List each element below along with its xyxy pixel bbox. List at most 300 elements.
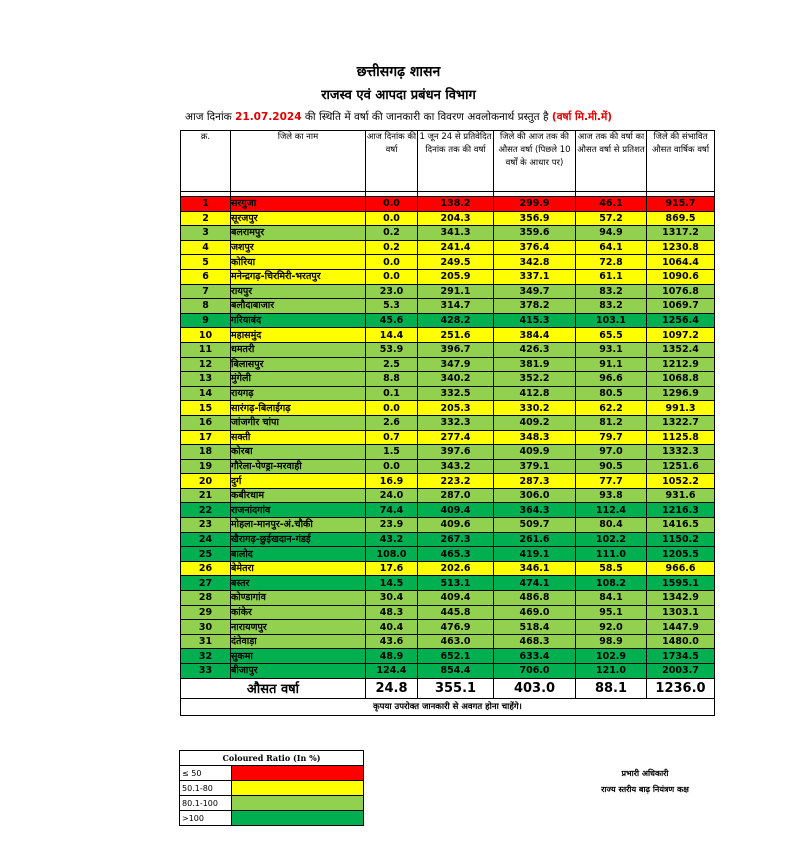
table-row (181, 620, 715, 635)
cell-district-name: कोरिया (231, 255, 366, 270)
cell-percentage: 72.8 (576, 255, 647, 270)
cell-today-rainfall: 0.2 (366, 226, 418, 241)
cell-district-name: गरियाबंद (231, 313, 366, 328)
cell-district-name: खैरागढ़-छुईखदान-गंडई (231, 532, 366, 547)
cell-serial: 11 (181, 342, 231, 357)
cell-average-to-date: 346.1 (494, 561, 576, 576)
col-header-since-june: 1 जून 24 से प्रतिवेदित दिनांक तक की वर्षा (418, 131, 494, 192)
cell-average-to-date: 381.9 (494, 357, 576, 372)
signature-block (575, 766, 715, 798)
cell-today-rainfall: 2.5 (366, 357, 418, 372)
cell-average-to-date: 409.2 (494, 415, 576, 430)
cell-district-name: जांजगीर चांपा (231, 415, 366, 430)
cell-annual-average: 1090.6 (647, 269, 715, 284)
cell-serial: 4 (181, 240, 231, 255)
cell-today-rainfall: 0.0 (366, 269, 418, 284)
cell-district-name: जशपुर (231, 240, 366, 255)
legend-title: Coloured Ratio (In %) (180, 751, 364, 766)
cell-since-june: 332.5 (418, 386, 494, 401)
cell-district-name: बीजापुर (231, 664, 366, 679)
cell-district-name: नारायणपुर (231, 620, 366, 635)
cell-today-rainfall: 14.4 (366, 328, 418, 343)
cell-serial: 31 (181, 634, 231, 649)
cell-serial: 32 (181, 649, 231, 664)
cell-annual-average: 1352.4 (647, 342, 715, 357)
cell-annual-average: 915.7 (647, 197, 715, 212)
cell-since-june: 138.2 (418, 197, 494, 212)
cell-today-rainfall: 0.0 (366, 459, 418, 474)
cell-since-june: 476.9 (418, 620, 494, 635)
cell-district-name: बेमेतरा (231, 561, 366, 576)
cell-percentage: 81.2 (576, 415, 647, 430)
color-legend (179, 750, 364, 826)
cell-serial: 33 (181, 664, 231, 679)
cell-average-to-date: 287.3 (494, 474, 576, 489)
cell-average-to-date: 509.7 (494, 518, 576, 533)
cell-serial: 22 (181, 503, 231, 518)
col-header-percentage: आज तक की वर्षा का औसत वर्षा से प्रतिशत (576, 131, 647, 192)
cell-average-to-date: 349.7 (494, 284, 576, 299)
cell-district-name: बिलासपुर (231, 357, 366, 372)
table-row (181, 197, 715, 212)
table-row (181, 532, 715, 547)
cell-since-june: 396.7 (418, 342, 494, 357)
cell-since-june: 341.3 (418, 226, 494, 241)
cell-average-to-date: 356.9 (494, 211, 576, 226)
legend-swatch-green (232, 811, 364, 826)
cell-serial: 1 (181, 197, 231, 212)
cell-percentage: 90.5 (576, 459, 647, 474)
cell-today-rainfall: 43.2 (366, 532, 418, 547)
cell-today-rainfall: 30.4 (366, 591, 418, 606)
table-header-row (181, 131, 715, 192)
cell-serial: 7 (181, 284, 231, 299)
cell-since-june: 241.4 (418, 240, 494, 255)
cell-since-june: 332.3 (418, 415, 494, 430)
cell-annual-average: 1416.5 (647, 518, 715, 533)
cell-today-rainfall: 1.5 (366, 445, 418, 460)
cell-today-rainfall: 74.4 (366, 503, 418, 518)
cell-district-name: दुर्ग (231, 474, 366, 489)
cell-annual-average: 1322.7 (647, 415, 715, 430)
cell-average-to-date: 342.8 (494, 255, 576, 270)
table-row (181, 488, 715, 503)
legend-swatch-yellow (232, 781, 364, 796)
cell-since-june: 251.6 (418, 328, 494, 343)
average-percentage: 88.1 (576, 678, 647, 698)
cell-district-name: मोहला-मानपुर-अं.चौकी (231, 518, 366, 533)
rainfall-table (180, 130, 715, 716)
cell-serial: 30 (181, 620, 231, 635)
cell-percentage: 108.2 (576, 576, 647, 591)
cell-since-june: 223.2 (418, 474, 494, 489)
cell-average-to-date: 378.2 (494, 299, 576, 314)
cell-today-rainfall: 53.9 (366, 342, 418, 357)
cell-average-to-date: 633.4 (494, 649, 576, 664)
table-row (181, 561, 715, 576)
cell-since-june: 428.2 (418, 313, 494, 328)
table-row (181, 284, 715, 299)
cell-percentage: 92.0 (576, 620, 647, 635)
cell-annual-average: 1068.8 (647, 372, 715, 387)
cell-today-rainfall: 16.9 (366, 474, 418, 489)
cell-percentage: 97.0 (576, 445, 647, 460)
note-text: कृपया उपरोक्त जानकारी से अवगत होना चाहेंगे। (181, 698, 715, 715)
table-row (181, 226, 715, 241)
cell-serial: 25 (181, 547, 231, 562)
cell-percentage: 103.1 (576, 313, 647, 328)
cell-district-name: कोरबा (231, 445, 366, 460)
cell-serial: 3 (181, 226, 231, 241)
cell-percentage: 91.1 (576, 357, 647, 372)
cell-annual-average: 1480.0 (647, 634, 715, 649)
cell-annual-average: 1052.2 (647, 474, 715, 489)
cell-serial: 18 (181, 445, 231, 460)
cell-serial: 12 (181, 357, 231, 372)
cell-percentage: 65.5 (576, 328, 647, 343)
cell-district-name: गौरेला-पेण्ड्रा-मरवाही (231, 459, 366, 474)
cell-average-to-date: 364.3 (494, 503, 576, 518)
cell-district-name: सूरजपुर (231, 211, 366, 226)
cell-serial: 21 (181, 488, 231, 503)
cell-district-name: धमतरी (231, 342, 366, 357)
cell-today-rainfall: 23.0 (366, 284, 418, 299)
cell-average-to-date: 518.4 (494, 620, 576, 635)
table-row (181, 255, 715, 270)
cell-today-rainfall: 43.6 (366, 634, 418, 649)
cell-average-to-date: 348.3 (494, 430, 576, 445)
cell-annual-average: 966.6 (647, 561, 715, 576)
col-header-district: जिले का नाम (231, 131, 366, 192)
cell-since-june: 463.0 (418, 634, 494, 649)
report-description (0, 110, 797, 124)
average-annual: 1236.0 (647, 678, 715, 698)
cell-percentage: 79.7 (576, 430, 647, 445)
cell-annual-average: 1447.9 (647, 620, 715, 635)
table-body (181, 192, 715, 679)
cell-annual-average: 1205.5 (647, 547, 715, 562)
cell-district-name: कबीरधाम (231, 488, 366, 503)
cell-serial: 23 (181, 518, 231, 533)
cell-district-name: मनेन्द्रगढ़-चिरमिरी-भरतपुर (231, 269, 366, 284)
table-row (181, 503, 715, 518)
cell-percentage: 102.2 (576, 532, 647, 547)
cell-today-rainfall: 0.2 (366, 240, 418, 255)
cell-since-june: 340.2 (418, 372, 494, 387)
table-row (181, 357, 715, 372)
cell-percentage: 83.2 (576, 299, 647, 314)
cell-serial: 27 (181, 576, 231, 591)
government-title: छत्तीसगढ़ शासन (356, 64, 441, 80)
cell-annual-average: 1076.8 (647, 284, 715, 299)
cell-average-to-date: 412.8 (494, 386, 576, 401)
description-prefix: आज दिनांक (184, 111, 232, 123)
cell-average-to-date: 379.1 (494, 459, 576, 474)
cell-since-june: 445.8 (418, 605, 494, 620)
cell-today-rainfall: 8.8 (366, 372, 418, 387)
cell-average-to-date: 409.9 (494, 445, 576, 460)
cell-percentage: 98.9 (576, 634, 647, 649)
cell-district-name: महासमुंद (231, 328, 366, 343)
description-text: की स्थिति में वर्षा की जानकारी का विवरण अवलोकनार्थ प्रस्तुत है (304, 111, 549, 123)
cell-today-rainfall: 17.6 (366, 561, 418, 576)
cell-district-name: सारंगढ़-बिलाईगढ़ (231, 401, 366, 416)
col-header-annual-average: जिले की संभावित औसत वार्षिक वर्षा (647, 131, 715, 192)
cell-average-to-date: 261.6 (494, 532, 576, 547)
cell-since-june: 204.3 (418, 211, 494, 226)
cell-district-name: सुकमा (231, 649, 366, 664)
legend-label: ≤ 50 (180, 766, 232, 781)
cell-district-name: कांकेर (231, 605, 366, 620)
cell-percentage: 64.1 (576, 240, 647, 255)
cell-average-to-date: 359.6 (494, 226, 576, 241)
average-row (181, 678, 715, 698)
cell-today-rainfall: 2.6 (366, 415, 418, 430)
cell-since-june: 409.4 (418, 503, 494, 518)
cell-district-name: बस्तर (231, 576, 366, 591)
cell-annual-average: 1212.9 (647, 357, 715, 372)
legend-swatch-light-green (232, 796, 364, 811)
cell-annual-average: 1734.5 (647, 649, 715, 664)
cell-percentage: 111.0 (576, 547, 647, 562)
cell-annual-average: 2003.7 (647, 664, 715, 679)
table-row (181, 591, 715, 606)
cell-average-to-date: 415.3 (494, 313, 576, 328)
cell-since-june: 397.6 (418, 445, 494, 460)
cell-percentage: 83.2 (576, 284, 647, 299)
rainfall-unit: (वर्षा मि.मी.में) (551, 111, 613, 123)
cell-average-to-date: 376.4 (494, 240, 576, 255)
table-row (181, 401, 715, 416)
cell-average-to-date: 419.1 (494, 547, 576, 562)
cell-annual-average: 1317.2 (647, 226, 715, 241)
cell-average-to-date: 306.0 (494, 488, 576, 503)
average-label: औसत वर्षा (181, 678, 366, 698)
cell-percentage: 84.1 (576, 591, 647, 606)
cell-serial: 26 (181, 561, 231, 576)
cell-since-june: 277.4 (418, 430, 494, 445)
cell-serial: 15 (181, 401, 231, 416)
cell-serial: 13 (181, 372, 231, 387)
table-row (181, 474, 715, 489)
cell-since-june: 513.1 (418, 576, 494, 591)
cell-serial: 5 (181, 255, 231, 270)
cell-today-rainfall: 14.5 (366, 576, 418, 591)
cell-since-june: 347.9 (418, 357, 494, 372)
cell-district-name: सरगुजा (231, 197, 366, 212)
cell-annual-average: 1125.8 (647, 430, 715, 445)
cell-average-to-date: 474.1 (494, 576, 576, 591)
cell-district-name: बलौदाबाजार (231, 299, 366, 314)
col-header-today-rainfall: आज दिनांक की वर्षा (366, 131, 418, 192)
cell-serial: 9 (181, 313, 231, 328)
table-row (181, 430, 715, 445)
cell-annual-average: 1296.9 (647, 386, 715, 401)
cell-today-rainfall: 124.4 (366, 664, 418, 679)
cell-average-to-date: 706.0 (494, 664, 576, 679)
cell-today-rainfall: 5.3 (366, 299, 418, 314)
cell-annual-average: 1256.4 (647, 313, 715, 328)
cell-since-june: 205.9 (418, 269, 494, 284)
cell-average-to-date: 469.0 (494, 605, 576, 620)
cell-district-name: सक्ती (231, 430, 366, 445)
cell-annual-average: 1251.6 (647, 459, 715, 474)
cell-since-june: 291.1 (418, 284, 494, 299)
cell-percentage: 80.4 (576, 518, 647, 533)
cell-average-to-date: 426.3 (494, 342, 576, 357)
signature-title: प्रभारी अधिकारी (621, 769, 669, 778)
cell-average-to-date: 352.2 (494, 372, 576, 387)
cell-annual-average: 1595.1 (647, 576, 715, 591)
legend-swatch-red (232, 766, 364, 781)
cell-today-rainfall: 108.0 (366, 547, 418, 562)
cell-annual-average: 1069.7 (647, 299, 715, 314)
cell-district-name: कोण्डागांव (231, 591, 366, 606)
cell-since-june: 202.6 (418, 561, 494, 576)
department-title: राजस्व एवं आपदा प्रबंधन विभाग (321, 88, 476, 103)
cell-district-name: बालोद (231, 547, 366, 562)
table-row (181, 211, 715, 226)
cell-average-to-date: 299.9 (494, 197, 576, 212)
cell-serial: 29 (181, 605, 231, 620)
cell-today-rainfall: 0.0 (366, 197, 418, 212)
cell-today-rainfall: 23.9 (366, 518, 418, 533)
cell-percentage: 62.2 (576, 401, 647, 416)
cell-average-to-date: 468.3 (494, 634, 576, 649)
cell-today-rainfall: 0.7 (366, 430, 418, 445)
cell-percentage: 61.1 (576, 269, 647, 284)
cell-today-rainfall: 45.6 (366, 313, 418, 328)
cell-percentage: 46.1 (576, 197, 647, 212)
cell-serial: 20 (181, 474, 231, 489)
cell-serial: 28 (181, 591, 231, 606)
cell-serial: 2 (181, 211, 231, 226)
signature-office: राज्य स्तरीय बाढ़ नियंत्रण कक्ष (601, 785, 689, 794)
cell-since-june: 343.2 (418, 459, 494, 474)
cell-annual-average: 1216.3 (647, 503, 715, 518)
cell-percentage: 96.6 (576, 372, 647, 387)
cell-annual-average: 1342.9 (647, 591, 715, 606)
cell-annual-average: 1064.4 (647, 255, 715, 270)
col-header-average-to-date: जिले की आज तक की औसत वर्षा (पिछले 10 वर्षों के आधार पर) (494, 131, 576, 192)
report-date: 21.07.2024 (235, 111, 302, 123)
cell-serial: 8 (181, 299, 231, 314)
cell-percentage: 93.1 (576, 342, 647, 357)
cell-today-rainfall: 24.0 (366, 488, 418, 503)
cell-percentage: 95.1 (576, 605, 647, 620)
cell-percentage: 94.9 (576, 226, 647, 241)
cell-district-name: रायपुर (231, 284, 366, 299)
cell-percentage: 58.5 (576, 561, 647, 576)
cell-since-june: 409.4 (418, 591, 494, 606)
table-row (181, 386, 715, 401)
cell-percentage: 112.4 (576, 503, 647, 518)
cell-today-rainfall: 0.0 (366, 255, 418, 270)
cell-annual-average: 1303.1 (647, 605, 715, 620)
cell-serial: 17 (181, 430, 231, 445)
cell-since-june: 267.3 (418, 532, 494, 547)
cell-percentage: 80.5 (576, 386, 647, 401)
cell-percentage: 57.2 (576, 211, 647, 226)
average-to-date: 403.0 (494, 678, 576, 698)
table-row (181, 415, 715, 430)
cell-serial: 10 (181, 328, 231, 343)
table-row (181, 576, 715, 591)
table-row (181, 240, 715, 255)
cell-today-rainfall: 48.3 (366, 605, 418, 620)
cell-serial: 24 (181, 532, 231, 547)
cell-annual-average: 1150.2 (647, 532, 715, 547)
cell-annual-average: 931.6 (647, 488, 715, 503)
legend-label: >100 (180, 811, 232, 826)
cell-serial: 14 (181, 386, 231, 401)
cell-today-rainfall: 0.0 (366, 401, 418, 416)
cell-today-rainfall: 40.4 (366, 620, 418, 635)
table-row (181, 342, 715, 357)
cell-percentage: 77.7 (576, 474, 647, 489)
cell-today-rainfall: 48.9 (366, 649, 418, 664)
cell-district-name: दंतेवाड़ा (231, 634, 366, 649)
cell-since-june: 249.5 (418, 255, 494, 270)
cell-annual-average: 1332.3 (647, 445, 715, 460)
cell-average-to-date: 337.1 (494, 269, 576, 284)
table-row (181, 299, 715, 314)
cell-annual-average: 1230.8 (647, 240, 715, 255)
cell-percentage: 102.9 (576, 649, 647, 664)
table-row (181, 372, 715, 387)
cell-percentage: 121.0 (576, 664, 647, 679)
cell-since-june: 205.3 (418, 401, 494, 416)
table-row (181, 547, 715, 562)
legend-label: 50.1-80 (180, 781, 232, 796)
table-row (181, 664, 715, 679)
cell-district-name: रायगढ़ (231, 386, 366, 401)
cell-serial: 16 (181, 415, 231, 430)
cell-annual-average: 1097.2 (647, 328, 715, 343)
col-header-serial: क्र. (181, 131, 231, 192)
cell-since-june: 409.6 (418, 518, 494, 533)
cell-since-june: 854.4 (418, 664, 494, 679)
note-row (181, 698, 715, 715)
table-row (181, 649, 715, 664)
cell-since-june: 465.3 (418, 547, 494, 562)
table-row (181, 518, 715, 533)
cell-since-june: 287.0 (418, 488, 494, 503)
table-row (181, 605, 715, 620)
cell-serial: 6 (181, 269, 231, 284)
cell-since-june: 314.7 (418, 299, 494, 314)
legend-label: 80.1-100 (180, 796, 232, 811)
table-row (181, 445, 715, 460)
table-row (181, 634, 715, 649)
table-row (181, 269, 715, 284)
table-row (181, 328, 715, 343)
cell-since-june: 652.1 (418, 649, 494, 664)
cell-average-to-date: 330.2 (494, 401, 576, 416)
cell-percentage: 93.8 (576, 488, 647, 503)
cell-district-name: राजनांदगांव (231, 503, 366, 518)
table-row (181, 313, 715, 328)
table-row (181, 459, 715, 474)
cell-average-to-date: 486.8 (494, 591, 576, 606)
cell-district-name: मुंगेली (231, 372, 366, 387)
average-since: 355.1 (418, 678, 494, 698)
average-today: 24.8 (366, 678, 418, 698)
cell-average-to-date: 384.4 (494, 328, 576, 343)
cell-annual-average: 869.5 (647, 211, 715, 226)
cell-district-name: बलरामपुर (231, 226, 366, 241)
cell-today-rainfall: 0.0 (366, 211, 418, 226)
